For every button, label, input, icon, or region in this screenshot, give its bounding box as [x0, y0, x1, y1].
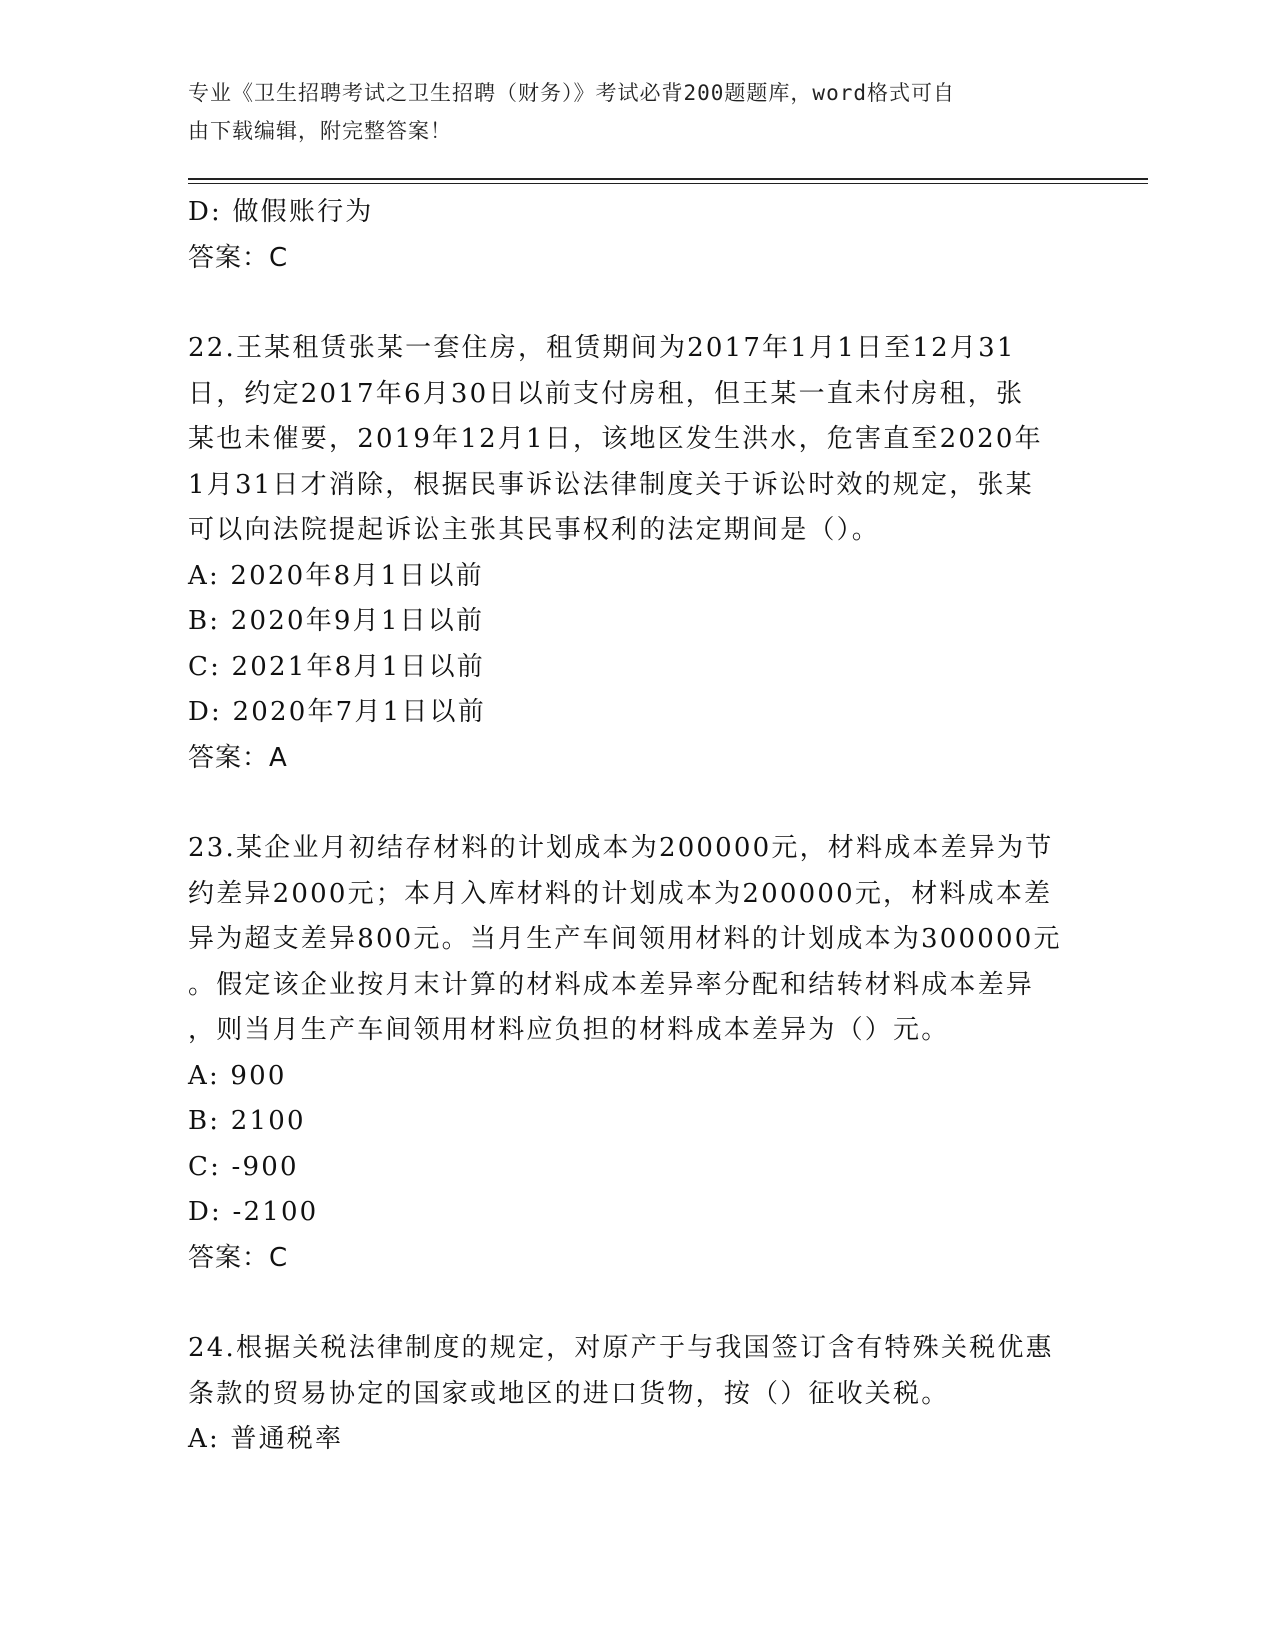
header-divider-thin — [188, 183, 1148, 184]
header-line: 由下载编辑，附完整答案！ — [188, 119, 452, 143]
header-line: 专业《卫生招聘考试之卫生招聘（财务）》考试必背200题题库，word格式可自 — [188, 81, 955, 105]
question-block-22 — [188, 326, 1088, 781]
option-line: B: 2020年9月1日以前 — [188, 606, 485, 636]
question-text-line: 24.根据关税法律制度的规定，对原产于与我国签订含有特殊关税优惠 — [188, 1333, 1054, 1363]
question-text-line: 1月31日才消除，根据民事诉讼法律制度关于诉讼时效的规定，张某 — [188, 469, 1034, 500]
option-line: D: -2100 — [188, 1197, 319, 1227]
option-line: C: -900 — [188, 1151, 299, 1182]
option-line: D: 做假账行为 — [188, 197, 374, 227]
question-text-line: 某也未催要，2019年12月1日，该地区发生洪水，危害直至2020年 — [188, 424, 1043, 454]
header-divider-thick — [188, 178, 1148, 180]
answer-line: 答案：A — [188, 742, 288, 773]
question-block-21-tail — [188, 190, 1088, 281]
question-text-line: ，则当月生产车间领用材料应负担的材料成本差异为（）元。 — [188, 1015, 950, 1045]
document-header — [188, 74, 1068, 150]
question-text-line: 约差异2000元；本月入库材料的计划成本为200000元，材料成本差 — [188, 878, 1053, 909]
question-text-line: 异为超支差异800元。当月生产车间领用材料的计划成本为300000元 — [188, 924, 1062, 954]
answer-line: 答案：C — [188, 242, 289, 273]
question-text-line: 23.某企业月初结存材料的计划成本为200000元，材料成本差异为节 — [188, 833, 1054, 863]
question-text-line: 日，约定2017年6月30日以前支付房租，但王某一直未付房租，张 — [188, 378, 1025, 409]
question-block-24 — [188, 1326, 1088, 1463]
document-body — [188, 190, 1088, 1463]
question-text-line: 可以向法院提起诉讼主张其民事权利的法定期间是（）。 — [188, 515, 881, 545]
question-text-line: 。假定该企业按月末计算的材料成本差异率分配和结转材料成本差异 — [188, 969, 1035, 1000]
option-line: C: 2021年8月1日以前 — [188, 651, 485, 682]
question-text-line: 条款的贸易协定的国家或地区的进口货物，按（）征收关税。 — [188, 1378, 950, 1409]
question-text-line: 22.王某租赁张某一套住房，租赁期间为2017年1月1日至12月31 — [188, 333, 1016, 363]
answer-line: 答案：C — [188, 1242, 289, 1273]
question-block-23 — [188, 826, 1088, 1281]
option-line: A: 2020年8月1日以前 — [188, 560, 484, 591]
option-line: B: 2100 — [188, 1106, 306, 1136]
option-line: A: 普通税率 — [188, 1424, 344, 1454]
option-line: D: 2020年7月1日以前 — [188, 697, 486, 727]
option-line: A: 900 — [188, 1060, 287, 1091]
